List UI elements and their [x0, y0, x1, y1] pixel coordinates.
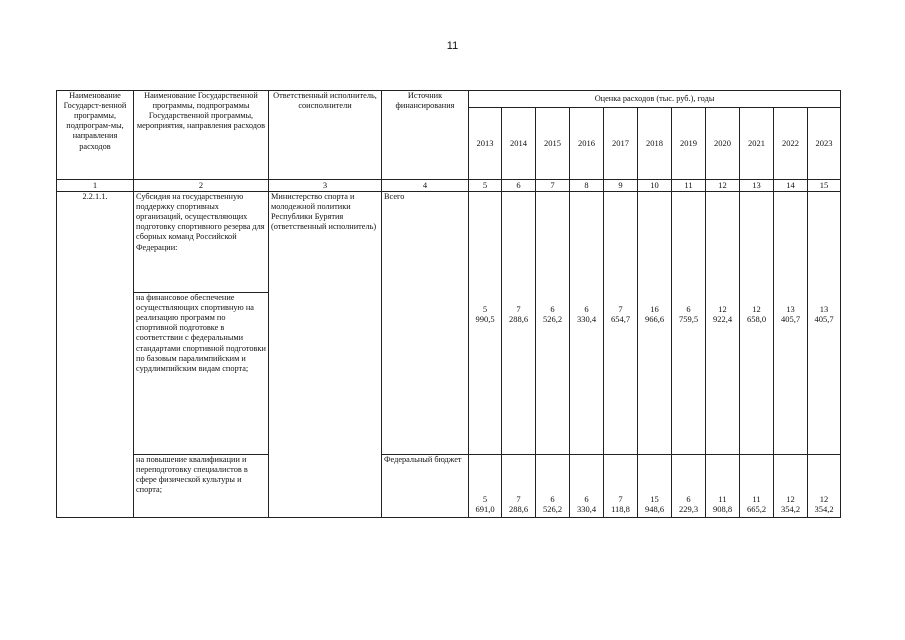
value-part: 12: [819, 493, 829, 504]
header-col4: Источник финансирования: [382, 91, 469, 180]
value-total-2015: [536, 192, 570, 455]
column-number: 2: [134, 180, 269, 192]
value-part: 5: [482, 304, 488, 314]
value-part: 330,4: [576, 314, 597, 325]
value-total-2021: [740, 192, 774, 455]
value-federal-2023: [808, 455, 841, 518]
value-part: 13: [819, 304, 829, 314]
value-part: 7: [618, 493, 623, 504]
column-number: 12: [706, 180, 740, 192]
value-part: 16: [650, 304, 659, 314]
column-number: 9: [604, 180, 638, 192]
column-number: 15: [808, 180, 841, 192]
column-number: 4: [382, 180, 469, 192]
table-row: [57, 455, 841, 518]
value-total-2023: [808, 192, 841, 455]
value-federal-2020: [706, 455, 740, 518]
value-part: 288,6: [508, 503, 529, 514]
value-total-2019: [672, 192, 706, 455]
row-code: 2.2.1.1.: [57, 192, 134, 518]
year-cell: 2023: [808, 108, 841, 180]
value-part: 118,8: [611, 503, 630, 514]
value-part: 6: [550, 493, 555, 504]
value-total-2020: [706, 192, 740, 455]
value-part: 330,4: [576, 503, 597, 514]
source-total: Всего: [382, 192, 469, 455]
column-number: 1: [57, 180, 134, 192]
header-estimate: Оценка расходов (тыс. руб.), годы: [469, 91, 841, 108]
value-total-2013: [469, 192, 502, 455]
value-part: 526,2: [542, 503, 563, 514]
value-federal-2021: [740, 455, 774, 518]
value-federal-2013: [469, 455, 502, 518]
value-total-2018: [638, 192, 672, 455]
column-number: 8: [570, 180, 604, 192]
year-cell: 2015: [536, 108, 570, 180]
value-part: 665,2: [746, 503, 767, 514]
value-part: 990,5: [475, 314, 495, 325]
value-total-2014: [502, 192, 536, 455]
column-number: 7: [536, 180, 570, 192]
expenditure-table: [56, 90, 841, 518]
value-part: 7: [618, 304, 623, 314]
value-part: 922,4: [712, 314, 733, 325]
value-total-2022: [774, 192, 808, 455]
value-part: 6: [584, 493, 589, 504]
row-name: Субсидия на государственную поддержку спортивных организаций, осуществляющих подготовку спортивного резерва для сборных команд Российской Федерации:: [134, 192, 269, 293]
header-col1: Наименование Государст-венной программы, подпрограм-мы, направления расходов: [57, 91, 134, 180]
year-cell: 2014: [502, 108, 536, 180]
value-federal-2017: [604, 455, 638, 518]
value-part: 7: [516, 304, 521, 314]
value-part: 908,8: [712, 503, 733, 514]
value-total-2016: [570, 192, 604, 455]
value-federal-2014: [502, 455, 536, 518]
year-cell: 2021: [740, 108, 774, 180]
source-federal: Федеральный бюджет: [382, 455, 469, 518]
page-number: 11: [446, 40, 459, 52]
value-part: 759,5: [678, 314, 699, 325]
value-federal-2019: [672, 455, 706, 518]
value-part: 12: [752, 304, 761, 314]
column-number: 14: [774, 180, 808, 192]
value-part: 6: [584, 304, 589, 314]
value-part: 13: [786, 304, 795, 314]
value-part: 526,2: [542, 314, 563, 325]
value-part: 12: [718, 304, 727, 314]
column-number-row: [57, 180, 841, 192]
value-part: 405,7: [814, 314, 834, 325]
value-part: 229,3: [678, 503, 699, 514]
value-part: 6: [686, 304, 691, 314]
value-part: 5: [482, 493, 488, 504]
value-part: 11: [752, 493, 761, 504]
value-part: 11: [718, 493, 727, 504]
sub-item-qualification: на повышение квалификации и переподготовку специалистов в сфере физической культуры и спорта;: [134, 455, 269, 518]
value-federal-2016: [570, 455, 604, 518]
column-number: 13: [740, 180, 774, 192]
value-part: 405,7: [780, 314, 801, 325]
value-part: 948,6: [644, 503, 665, 514]
value-part: 691,0: [475, 503, 495, 514]
sub-item-financing: на финансовое обеспечение осуществляющих спортивную на реализацию программ по спортивной подготовке в соответствии с федеральными стандартами спортивной подготовки по базовым паралимпийским и сурдлимпийским видам спорта;: [134, 293, 269, 455]
value-total-2017: [604, 192, 638, 455]
column-number: 11: [672, 180, 706, 192]
value-part: 7: [516, 493, 521, 504]
value-part: 15: [650, 493, 659, 504]
value-part: 654,7: [610, 314, 631, 325]
row-executor: Министерство спорта и молодежной политики Республики Бурятия (ответственный исполнитель): [269, 192, 382, 518]
year-cell: 2016: [570, 108, 604, 180]
value-federal-2015: [536, 455, 570, 518]
value-part: 288,6: [508, 314, 529, 325]
value-part: 354,2: [814, 503, 834, 514]
column-number: 3: [269, 180, 382, 192]
year-cell: 2020: [706, 108, 740, 180]
value-federal-2022: [774, 455, 808, 518]
header-col3: Ответственный исполнитель, соисполнители: [269, 91, 382, 180]
year-cell: 2017: [604, 108, 638, 180]
year-cell: 2018: [638, 108, 672, 180]
column-number: 10: [638, 180, 672, 192]
year-cell: 2022: [774, 108, 808, 180]
column-number: 5: [469, 180, 502, 192]
value-part: 658,0: [746, 314, 767, 325]
value-part: 6: [550, 304, 555, 314]
value-federal-2018: [638, 455, 672, 518]
value-part: 966,6: [644, 314, 665, 325]
value-part: 354,2: [780, 503, 801, 514]
value-part: 12: [786, 493, 795, 504]
value-part: 6: [686, 493, 691, 504]
year-cell: 2013: [469, 108, 502, 180]
header-col2: Наименование Государственной программы, подпрограммы Государственной программы, мероприятия, направления расходов: [134, 91, 269, 180]
column-number: 6: [502, 180, 536, 192]
year-cell: 2019: [672, 108, 706, 180]
table-row: [57, 192, 841, 293]
